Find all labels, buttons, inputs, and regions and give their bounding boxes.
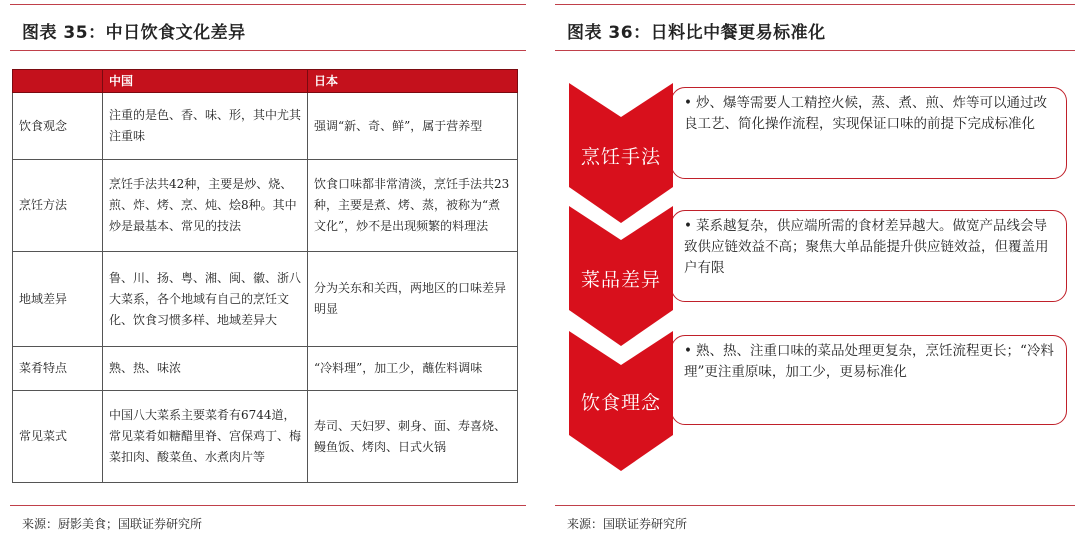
dish-description: 菜系越复杂，供应端所需的食材差异越大。做宽产品线会导致供应链效益不高；聚焦大单品能提升供应链效益，但覆盖用户有限	[684, 218, 1049, 276]
japan-cell: 强调“新、奇、鲜”，属于营养型	[308, 93, 518, 160]
row-category: 常见菜式	[13, 391, 103, 483]
bullet-glyph: •	[684, 218, 692, 234]
figure-36-title: 图表 36：日料比中餐更易标准化	[567, 23, 826, 43]
bullet-glyph: •	[684, 343, 692, 359]
header-blank	[13, 70, 103, 93]
dish-label: 菜品差异	[580, 269, 661, 291]
figure-35-title: 图表 35：中日饮食文化差异	[22, 23, 246, 43]
table-row	[13, 160, 518, 252]
dish-description-box	[671, 210, 1067, 302]
china-cell: 熟、热、味浓	[103, 347, 308, 391]
figure-35-source: 来源：厨影美食；国联证券研究所	[22, 517, 203, 531]
japan-cell: 饮食口味都非常清淡，烹饪手法共23种，主要是煮、烤、蒸，被称为“煮文化”，炒不是出现频繁的料理法	[308, 160, 518, 252]
source-divider	[555, 505, 1075, 506]
china-cell: 烹饪手法共42种，主要是炒、烧、煎、炸、烤、烹、炖、烩8种。其中炒是最基本、常见的技法	[103, 160, 308, 252]
figure-36-panel	[549, 0, 1080, 548]
row-category: 饮食观念	[13, 93, 103, 160]
top-divider	[555, 4, 1075, 5]
title-divider	[10, 50, 526, 51]
table-row	[13, 252, 518, 347]
figure-36-source: 来源：国联证券研究所	[567, 517, 688, 531]
china-cell: 注重的是色、香、味、形，其中尤其注重味	[103, 93, 308, 160]
title-divider	[555, 50, 1075, 51]
header-japan: 日本	[308, 70, 518, 93]
method-description-box	[671, 87, 1067, 179]
source-divider	[10, 505, 526, 506]
table-row	[13, 347, 518, 391]
row-category: 烹饪方法	[13, 160, 103, 252]
culture-comparison-table	[12, 69, 518, 483]
japan-cell: 分为关东和关西，两地区的口味差异明显	[308, 252, 518, 347]
row-category: 地域差异	[13, 252, 103, 347]
japan-cell: 寿司、天妇罗、刺身、面、寿喜烧、鳗鱼饭、烤肉、日式火锅	[308, 391, 518, 483]
top-divider	[10, 4, 526, 5]
method-description: 炒、爆等需要人工精控火候，蒸、煮、煎、炸等可以通过改良工艺、简化操作流程，实现保证口味的前提下完成标准化	[684, 95, 1047, 132]
concept-description: 熟、热、注重口味的菜品处理更复杂，烹饪流程更长；“冷料理”更注重原味，加工少，更易标准化	[684, 343, 1054, 380]
japan-cell: “冷料理”，加工少，蘸佐料调味	[308, 347, 518, 391]
method-label: 烹饪手法	[580, 146, 661, 168]
table-row	[13, 391, 518, 483]
header-china: 中国	[103, 70, 308, 93]
bullet-glyph: •	[684, 95, 692, 111]
china-cell: 中国八大菜系主要菜肴有6744道，常见菜肴如糖醋里脊、宫保鸡丁、梅菜扣肉、酸菜鱼、水煮肉片等	[103, 391, 308, 483]
table-row	[13, 93, 518, 160]
china-cell: 鲁、川、扬、粤、湘、闽、徽、浙八大菜系，各个地域有自己的烹饪文化、饮食习惯多样、地域差异大	[103, 252, 308, 347]
row-category: 菜肴特点	[13, 347, 103, 391]
table-header-row	[13, 70, 518, 93]
concept-description-box	[671, 335, 1067, 425]
concept-label: 饮食理念	[580, 392, 661, 414]
